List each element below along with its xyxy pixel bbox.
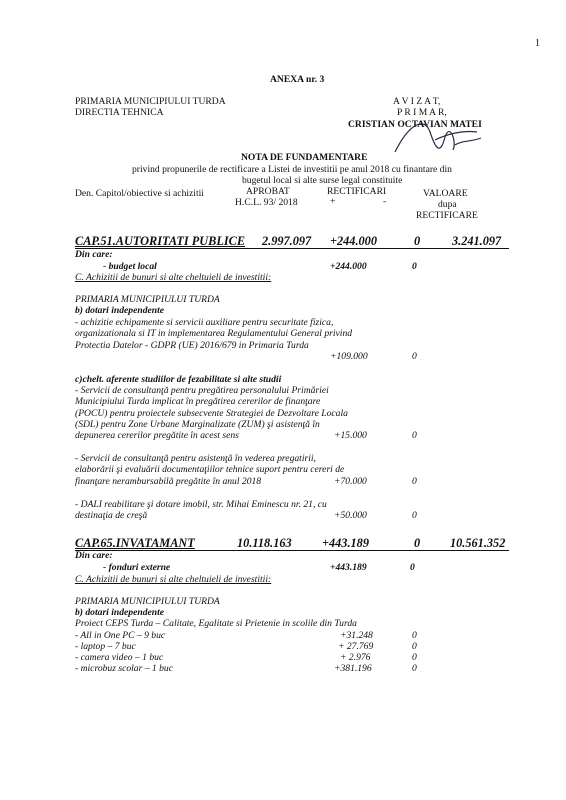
cap51-section-c: C. Achizitii de bunuri si alte cheltuieli de investitii: <box>75 272 272 283</box>
cap51-c1-minus: 0 <box>412 430 417 441</box>
cap51-b-minus: 0 <box>412 351 417 362</box>
cap65-fonduri-label: - fonduri externe <box>103 562 171 573</box>
cap65-item-label: - All in One PC – 9 buc <box>75 630 166 641</box>
mayor-name: CRISTIAN OCTAVIAN MATEI <box>348 119 482 130</box>
cap65-item-plus: + 27.769 <box>338 641 374 652</box>
cap65-plus: +443.189 <box>322 536 369 550</box>
department-name: DIRECTIA TEHNICA <box>75 107 164 118</box>
cap65-item-minus: 0 <box>412 663 417 674</box>
cap65-title: CAP.65.INVATAMANT <box>75 536 195 550</box>
cap51-c-title: c)chelt. aferente studiilor de fezabilitate si alte studii <box>75 374 282 385</box>
cap51-budget-label: - budget local <box>103 261 157 272</box>
cap65-item-plus: +381.196 <box>334 663 372 674</box>
col-plus: + <box>330 196 336 207</box>
page-number: 1 <box>535 38 540 49</box>
cap65-item-minus: 0 <box>412 652 417 663</box>
cap65-din-care: Din care: <box>75 550 113 561</box>
col-valoare: VALOARE <box>423 188 468 199</box>
col-den: Den. Capitol/obiective si achizitii <box>75 188 204 199</box>
cap65-item-label: - camera video – 1 buc <box>75 652 164 663</box>
cap51-c2-minus: 0 <box>412 476 417 487</box>
cap51-c3-plus: +50.000 <box>334 510 367 521</box>
cap65-section-c: C. Achizitii de bunuri si alte cheltuieli de investitii: <box>75 574 272 585</box>
cap51-c3-text: - DALI reabilitare şi dotare imobil, str. Mihai Eminescu nr. 21, cu destinaţia de creşă <box>75 499 327 522</box>
cap65-valoare: 10.561.352 <box>450 536 506 550</box>
cap51-minus: 0 <box>414 234 421 248</box>
cap65-aprobat: 10.118.163 <box>237 536 292 550</box>
title-line-1: privind propunerile de rectificare a Listei de investitii pe anul 2018 cu finantare din <box>132 164 452 175</box>
cap51-b-plus: +109.000 <box>330 351 368 362</box>
col-rectificare: RECTIFICARE <box>416 210 478 221</box>
annex-label: ANEXA nr. 3 <box>270 74 325 85</box>
cap65-item-label: - microbuz scolar – 1 buc <box>75 663 173 674</box>
cap65-b-title: b) dotari independente <box>75 607 165 618</box>
col-hcl: H.C.L. 93/ 2018 <box>235 197 298 208</box>
col-aprobat: APROBAT <box>246 186 290 197</box>
cap51-c1-plus: +15.000 <box>334 430 367 441</box>
primar-label: P R I M A R, <box>397 107 447 118</box>
cap51-aprobat: 2.997.097 <box>262 234 312 248</box>
cap51-b-title: b) dotari independente <box>75 305 165 316</box>
cap65-item-plus: + 2.976 <box>340 652 371 663</box>
avizat-label: A V I Z A T, <box>393 96 441 107</box>
cap51-valoare: 3.241.097 <box>452 234 502 248</box>
cap51-c3-minus: 0 <box>412 510 417 521</box>
cap51-primaria: PRIMARIA MUNICIPIULUI TURDA <box>75 294 220 305</box>
cap51-plus: +244.000 <box>330 234 377 248</box>
cap65-item-label: - laptop – 7 buc <box>75 641 136 652</box>
cap65-item-plus: +31.248 <box>340 630 373 641</box>
cap51-c2-plus: +70.000 <box>334 476 367 487</box>
cap65-minus: 0 <box>414 536 421 550</box>
signature-image <box>385 112 495 162</box>
cap51-b-text: - achizitie echipamente si servicii auxiliare pentru securitate fizica, organizationala si IT in implementarea Regulamentului General privind Protectia Datelor - GDPR (UE) 2016/679 in Primaria Turda <box>75 317 353 351</box>
cap65-item-minus: 0 <box>412 641 417 652</box>
cap65-fonduri-plus: +443.189 <box>330 562 367 573</box>
cap65-primaria: PRIMARIA MUNICIPIULUI TURDA <box>75 596 220 607</box>
cap65-fonduri-minus: 0 <box>410 562 415 573</box>
document-title: NOTA DE FUNDAMENTARE <box>241 152 368 163</box>
cap51-c1-text: - Servicii de consultanţă pentru pregătirea personalului Primăriei Municipiului Turda implicat în pregătirea cererilor de finanţare (POCU) pentru proiectele subsecvente Strategiei de Dezvoltare Locala (SDL) pentru Zone Urbane Marginalizate (ZUM) şi asistenţă în depunerea cererilor pregătite în acest sens <box>75 385 348 442</box>
cap51-budget-minus: 0 <box>412 261 417 272</box>
col-minus: - <box>383 196 387 207</box>
cap51-budget-plus: +244.000 <box>330 261 367 272</box>
cap51-underline <box>75 248 509 249</box>
title-line-2: bugetul local si alte surse legal constituite <box>242 175 403 186</box>
cap51-title: CAP.51.AUTORITATI PUBLICE <box>75 234 246 248</box>
cap65-item-minus: 0 <box>412 630 417 641</box>
col-rectificari: RECTIFICARI <box>327 186 387 197</box>
institution-name: PRIMARIA MUNICIPIULUI TURDA <box>75 96 226 107</box>
col-dupa: dupa <box>438 199 457 210</box>
cap51-din-care: Din care: <box>75 249 113 260</box>
cap51-c2-text: - Servicii de consultanţă pentru asistenţă în vederea pregatirii, elaborării şi evaluării documentaţiilor tehnice suport pentru cereri de finanţare nerambursabilă pregătite în anul 2018 <box>75 453 345 487</box>
cap65-underline <box>75 550 509 551</box>
cap65-project: Proiect CEPS Turda – Calitate, Egalitate si Prietenie in scolile din Turda <box>75 618 357 629</box>
